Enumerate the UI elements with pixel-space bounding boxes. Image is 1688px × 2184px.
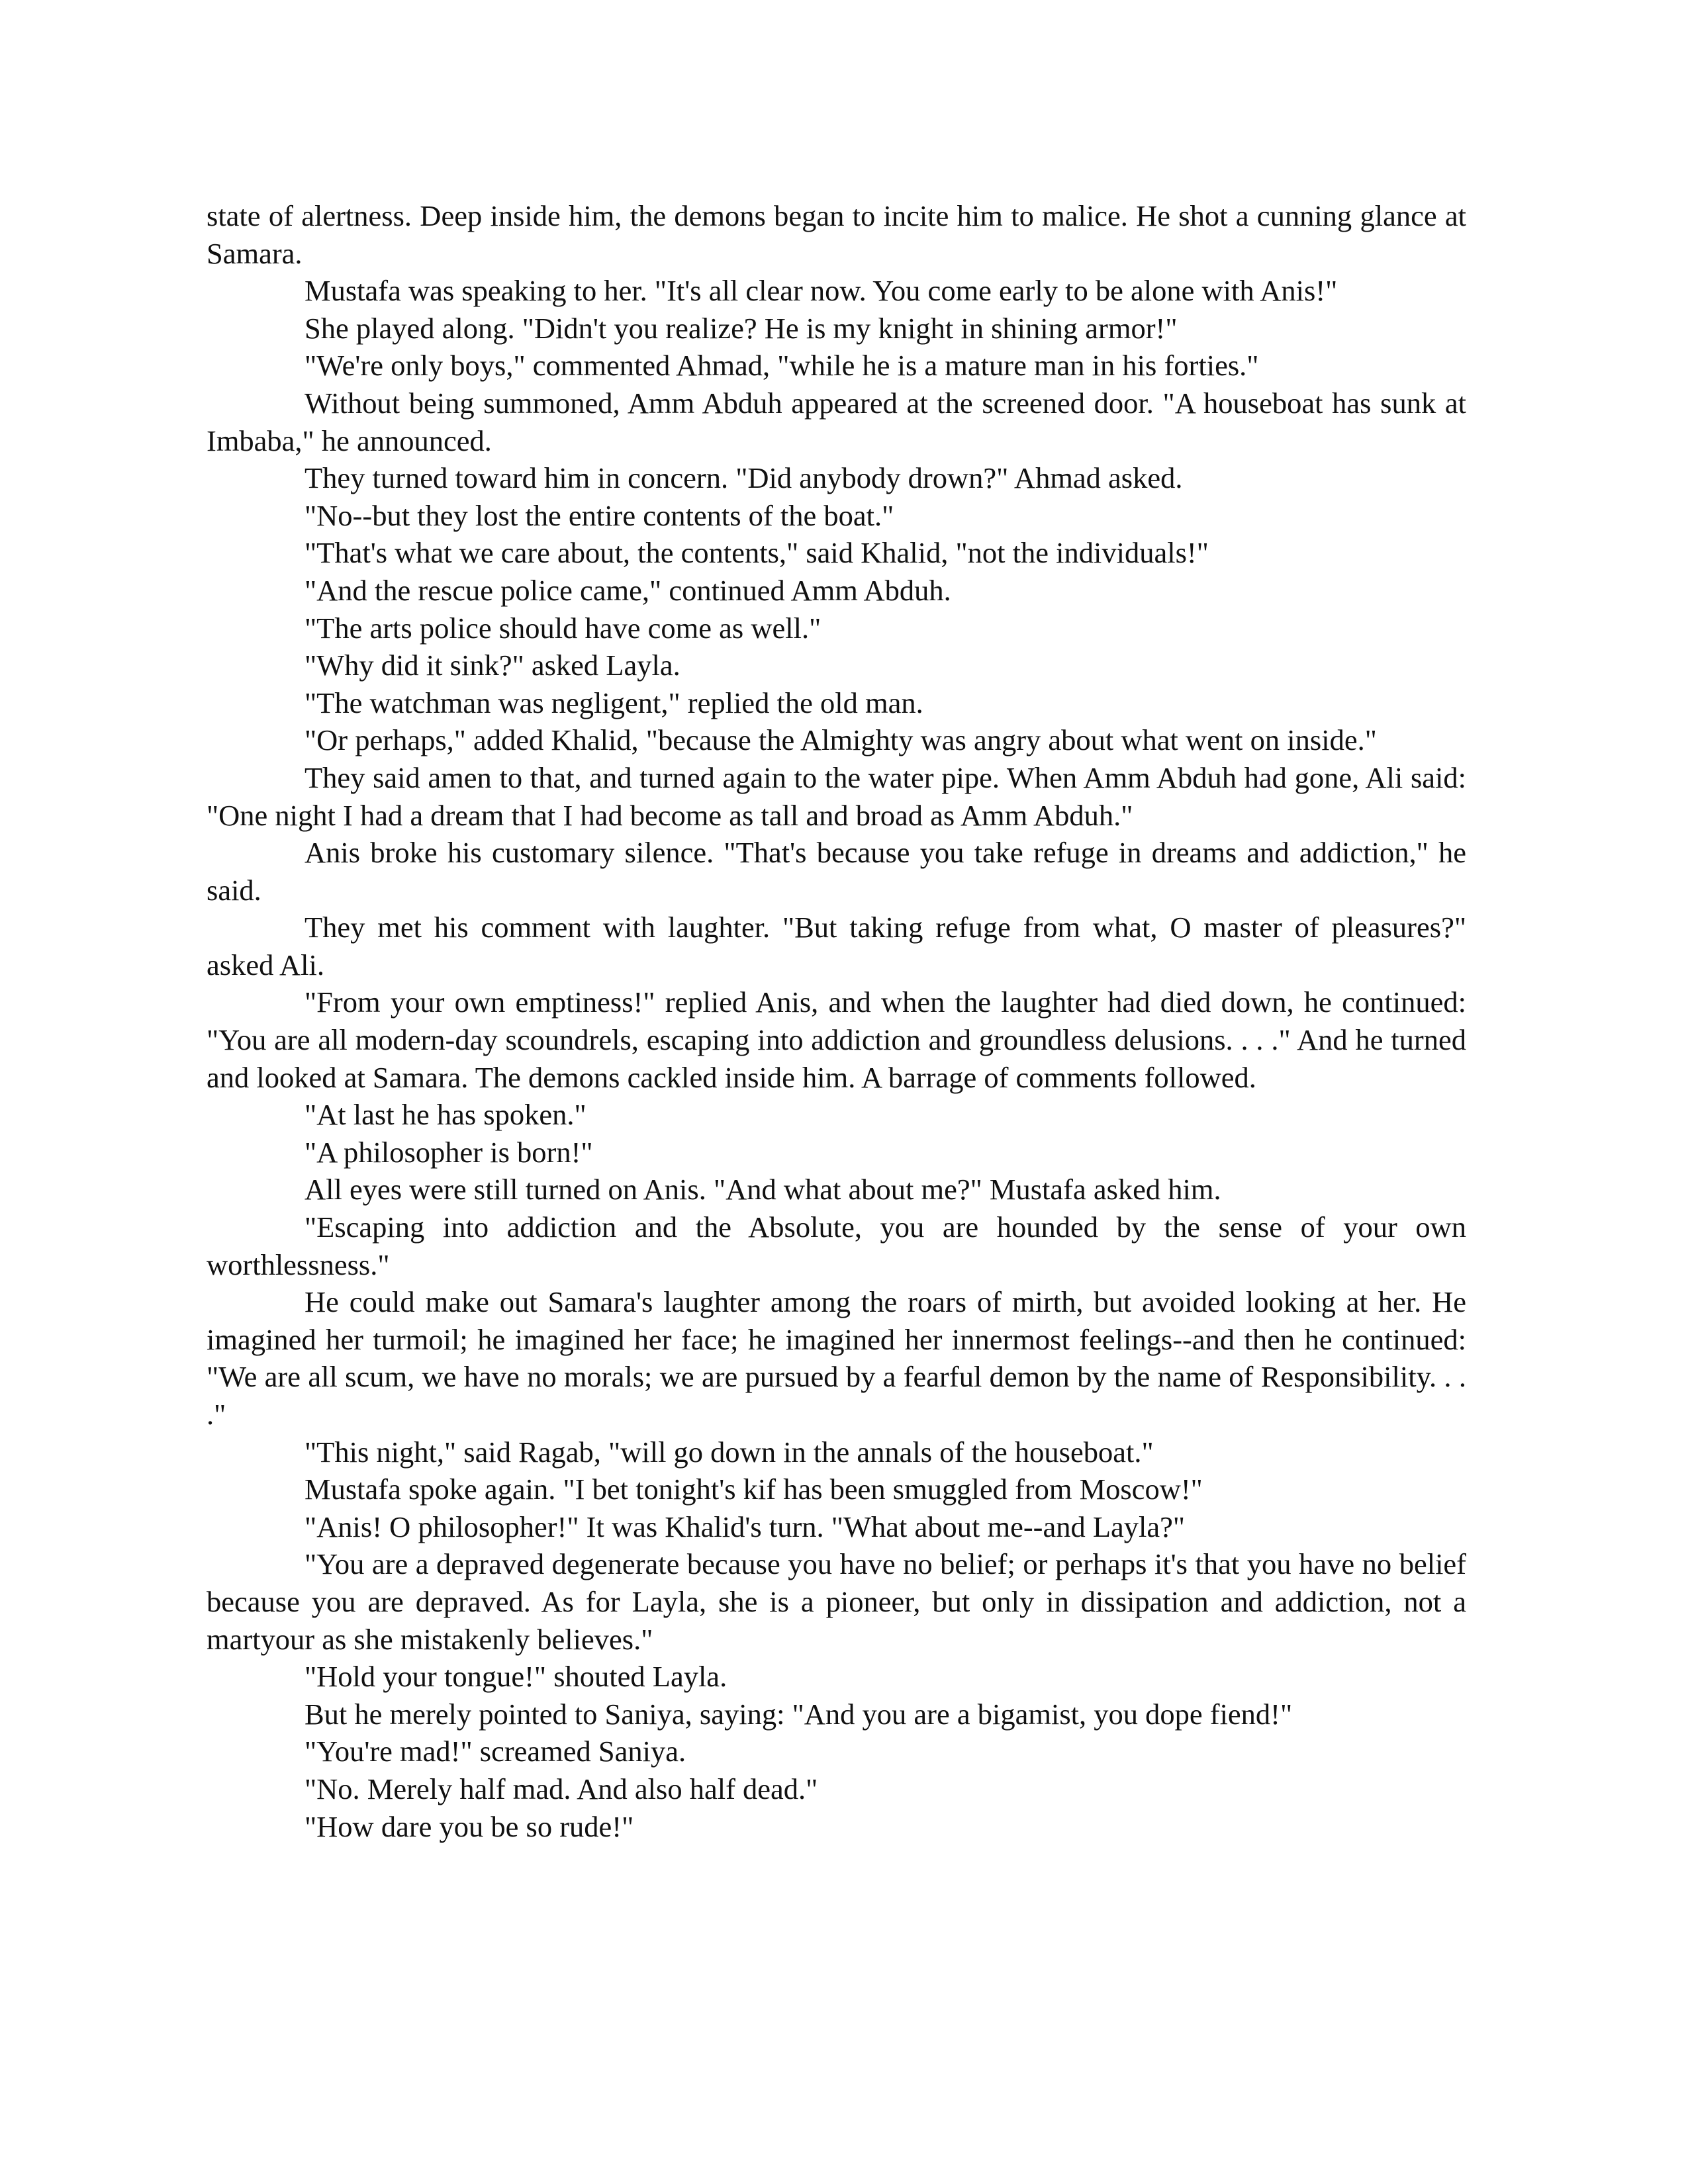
paragraph: "The watchman was negligent," replied the old man. — [305, 686, 923, 719]
paragraph: She played along. "Didn't you realize? He is my knight in shining armor!" — [305, 311, 1178, 345]
paragraph: He could make out Samara's laughter among the roars of mirth, but avoided looking at her. He imagined her turmoil; he imagined her face; he imagined her innermost feelings--and then he continued: "We are all scum, we have no morals; we are pursued by a fearful demon by the name of Responsibility. . . ." — [207, 1285, 1466, 1431]
paragraph: "Why did it sink?" asked Layla. — [305, 649, 680, 682]
paragraph: "The arts police should have come as well." — [305, 611, 821, 645]
paragraph: Mustafa spoke again. "I bet tonight's kif has been smuggled from Moscow!" — [305, 1473, 1203, 1506]
paragraph: "And the rescue police came," continued Amm Abduh. — [305, 573, 951, 607]
paragraph: But he merely pointed to Saniya, saying: "And you are a bigamist, you dope fiend!" — [305, 1697, 1293, 1731]
paragraph: "You are a depraved degenerate because you have no belief; or perhaps it's that you have no belief because you are depraved. As for Layla, she is a pioneer, but only in dissipation and addiction, not a martyour as she mistakenly believes." — [207, 1547, 1466, 1656]
paragraph: Without being summoned, Amm Abduh appeared at the screened door. "A houseboat has sunk at Imbaba," he announced. — [207, 386, 1466, 457]
paragraph: "Escaping into addiction and the Absolute, you are hounded by the sense of your own worthlessness." — [207, 1210, 1466, 1281]
paragraph: "Anis! O philosopher!" It was Khalid's turn. "What about me--and Layla?" — [305, 1510, 1186, 1543]
paragraph: "From your own emptiness!" replied Anis, and when the laughter had died down, he continued: "You are all modern-day scoundrels, escaping into addiction and groundless delusions. . . ." And he turned and looked at Samara. The demons cackled inside him. A barrage of comments followed. — [207, 985, 1466, 1094]
paragraph: "This night," said Ragab, "will go down in the annals of the houseboat." — [305, 1435, 1154, 1469]
paragraph: Anis broke his customary silence. "That's because you take refuge in dreams and addiction," he said. — [207, 836, 1466, 907]
paragraph: "How dare you be so rude!" — [305, 1809, 634, 1843]
paragraph: They said amen to that, and turned again to the water pipe. When Amm Abduh had gone, Ali said: "One night I had a dream that I had become as tall and broad as Amm Abduh." — [207, 760, 1466, 832]
paragraph: "Or perhaps," added Khalid, "because the Almighty was angry about what went on inside." — [305, 723, 1377, 757]
paragraph: They turned toward him in concern. "Did anybody drown?" Ahmad asked. — [305, 461, 1183, 495]
page-body — [207, 197, 1466, 1845]
paragraph: Mustafa was speaking to her. "It's all clear now. You come early to be alone with Anis!" — [305, 274, 1338, 308]
paragraph: "You're mad!" screamed Saniya. — [305, 1735, 686, 1768]
paragraph: "Hold your tongue!" shouted Layla. — [305, 1660, 727, 1694]
paragraph: "No. Merely half mad. And also half dead." — [305, 1772, 818, 1805]
paragraph: "That's what we care about, the contents," said Khalid, "not the individuals!" — [305, 536, 1209, 570]
paragraph: "A philosopher is born!" — [305, 1135, 593, 1169]
paragraph: "No--but they lost the entire contents of the boat." — [305, 498, 894, 532]
paragraph: They met his comment with laughter. "But taking refuge from what, O master of pleasures?" asked Ali. — [207, 911, 1466, 981]
paragraph: All eyes were still turned on Anis. "And what about me?" Mustafa asked him. — [305, 1173, 1221, 1206]
paragraph: "We're only boys," commented Ahmad, "while he is a mature man in his forties." — [305, 349, 1259, 383]
paragraph: "At last he has spoken." — [305, 1098, 586, 1132]
paragraph-continued: state of alertness. Deep inside him, the demons began to incite him to malice. He shot a cunning glance at Samara. — [207, 199, 1466, 270]
